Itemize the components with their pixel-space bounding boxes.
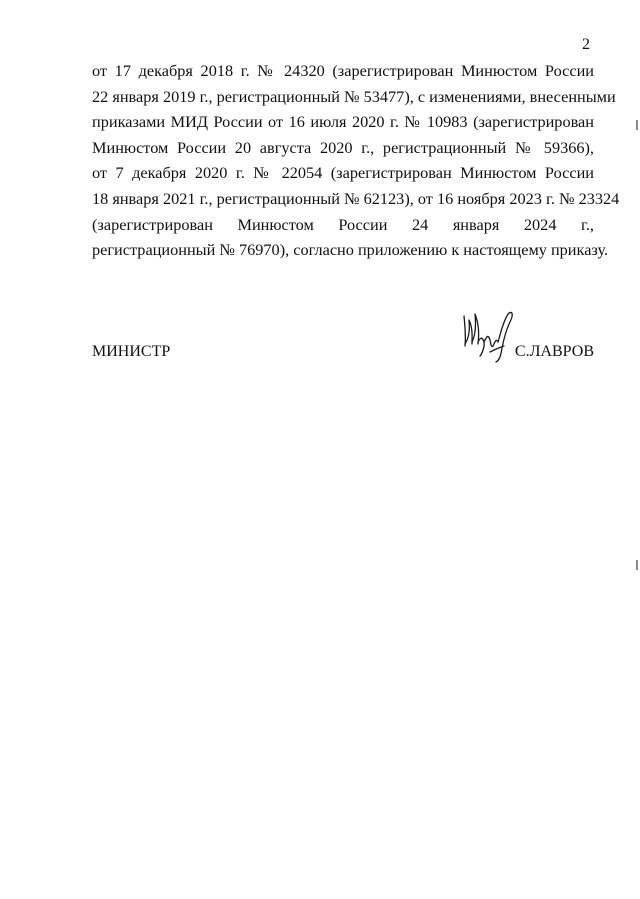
scan-edge-mark	[636, 560, 638, 570]
page-number: 2	[582, 36, 590, 53]
body-line: Минюстом России 20 августа 2020 г., регистрационный № 59366),	[92, 137, 594, 157]
body-line: 22 января 2019 г., регистрационный № 53477), с изменениями, внесенными	[92, 86, 616, 106]
body-line: приказами МИД России от 16 июля 2020 г. № 10983 (зарегистрирован	[92, 112, 594, 132]
body-line: (зарегистрирован Минюстом России 24 января 2024 г.,	[92, 214, 594, 234]
body-line: от 17 декабря 2018 г. № 24320 (зарегистрирован Минюстом России	[92, 61, 594, 80]
signature-block	[92, 340, 594, 368]
signer-name: С.ЛАВРОВ	[514, 343, 594, 360]
body-line: 18 января 2021 г., регистрационный № 62123), от 16 ноября 2023 г. № 23324	[92, 188, 620, 208]
body-line: регистрационный № 76970), согласно приложению к настоящему приказу.	[92, 240, 609, 260]
signer-position: МИНИСТР	[92, 343, 171, 360]
scan-edge-mark	[636, 120, 638, 130]
body-line: от 7 декабря 2020 г. № 22054 (зарегистрирован Минюстом России	[92, 163, 594, 183]
body-paragraph	[92, 58, 620, 263]
